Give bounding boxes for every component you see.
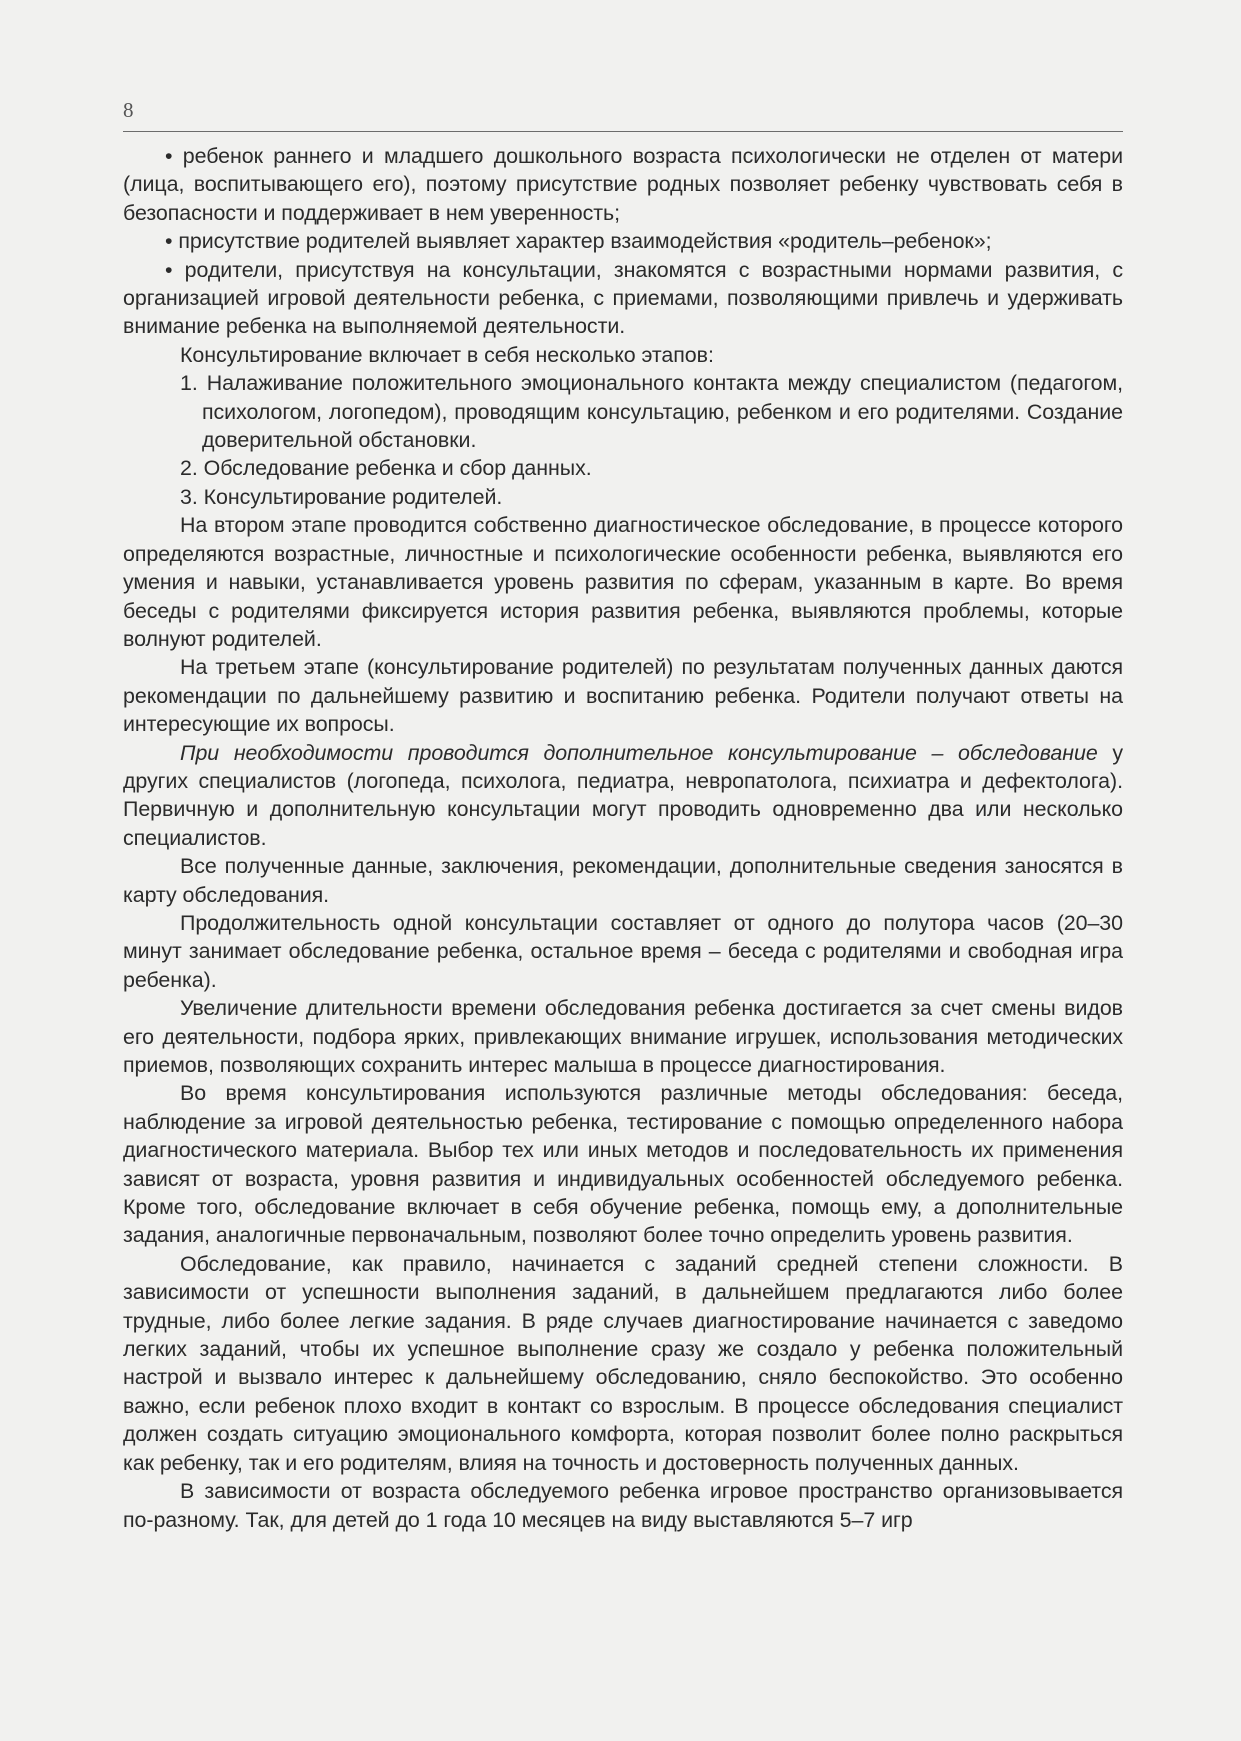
stage-item: 1. Налаживание положительного эмоционального контакта между специалистом (педагогом, психологом, логопедом), проводящим консультацию, ребенком и его родителями. Создание доверительной обстановки.: [180, 371, 1123, 453]
paragraph: В зависимости от возраста обследуемого ребенка игровое пространство организовывается по-разному. Так, для детей до 1 года 10 месяцев на виду выставляются 5–7 игр: [123, 1479, 1123, 1532]
stage-item: 2. Обследование ребенка и сбор данных.: [180, 456, 592, 481]
page-number: 8: [123, 98, 134, 122]
paragraph: Продолжительность одной консультации составляет от одного до полутора часов (20–30 минут занимает обследование ребенка, остальное время – беседа с родителями и свободная игра ребенка).: [123, 910, 1123, 992]
paragraph: [123, 739, 1123, 853]
paragraph: Во время консультирования используются различные методы обследования: беседа, наблюдение за игровой деятельностью ребенка, тестирование с помощью определенного набора диагностического материала. Выбор тех или иных методов и последовательность их применения зависят от возраста, уровня развития и индивидуальных особенностей обследуемого ребенка. Кроме того, обследование включает в себя обучение ребенка, помощь ему, а дополнительные задания, аналогичные первоначальным, позволяют более точно определить уровень развития.: [123, 1081, 1123, 1248]
header-rule: [123, 131, 1123, 132]
stages-list: [123, 369, 1123, 511]
body-text: [123, 142, 1123, 1534]
paragraph-rest: у других специалистов (логопеда, психолога, педиатра, невропатолога, психиатра и дефектолога). Первичную и дополнительную консультации могут проводить одновременно два или несколько специалистов.: [123, 740, 1123, 850]
paragraph: На втором этапе проводится собственно диагностическое обследование, в процессе которого определяются возрастные, личностные и психологические особенности ребенка, выявляются его умения и навыки, устанавливается уровень развития по сферам, указанным в карте. Во время беседы с родителями фиксируется история развития ребенка, выявляются проблемы, которые волнуют родителей.: [123, 513, 1123, 651]
stages-intro: Консультирование включает в себя несколько этапов:: [180, 342, 714, 367]
paragraph: Увеличение длительности времени обследования ребенка достигается за счет смены видов его деятельности, подбора ярких, привлекающих внимание игрушек, использования методических приемов, позволяющих сохранить интерес малыша в процессе диагностирования.: [123, 996, 1123, 1077]
italic-phrase: При необходимости проводится дополнительное консультирование – обследование: [180, 740, 1098, 765]
bullet-item: • присутствие родителей выявляет характер взаимодействия «родитель–ребенок»;: [165, 229, 992, 254]
paragraph: Все полученные данные, заключения, рекомендации, дополнительные сведения заносятся в карту обследования.: [123, 854, 1123, 907]
stage-item: 3. Консультирование родителей.: [180, 484, 503, 509]
bullet-item: • ребенок раннего и младшего дошкольного возраста психологически не отделен от матери (лица, воспитывающего его), поэтому присутствие родных позволяет ребенку чувствовать себя в безопасности и поддерживает в нем уверенность;: [123, 144, 1123, 225]
paragraph: Обследование, как правило, начинается с заданий средней степени сложности. В зависимости от успешности выполнения заданий, в дальнейшем предлагаются либо более трудные, либо более легкие задания. В ряде случаев диагностирование начинается с заведомо легких заданий, чтобы их успешное выполнение сразу же создало у ребенка положительный настрой и вызвало интерес к дальнейшему обследованию, сняло беспокойство. Это особенно важно, если ребенок плохо входит в контакт со взрослым. В процессе обследования специалист должен создать ситуацию эмоционального комфорта, которая позволит более полно раскрыться как ребенку, так и его родителям, влияя на точность и достоверность полученных данных.: [123, 1251, 1123, 1475]
paragraph: На третьем этапе (консультирование родителей) по результатам полученных данных даются рекомендации по дальнейшему развитию и воспитанию ребенка. Родители получают ответы на интересующие их вопросы.: [123, 655, 1123, 737]
bullet-item: • родители, присутствуя на консультации, знакомятся с возрастными нормами развития, с организацией игровой деятельности ребенка, с приемами, позволяющими привлечь и удерживать внимание ребенка на выполняемой деятельности.: [123, 257, 1123, 339]
